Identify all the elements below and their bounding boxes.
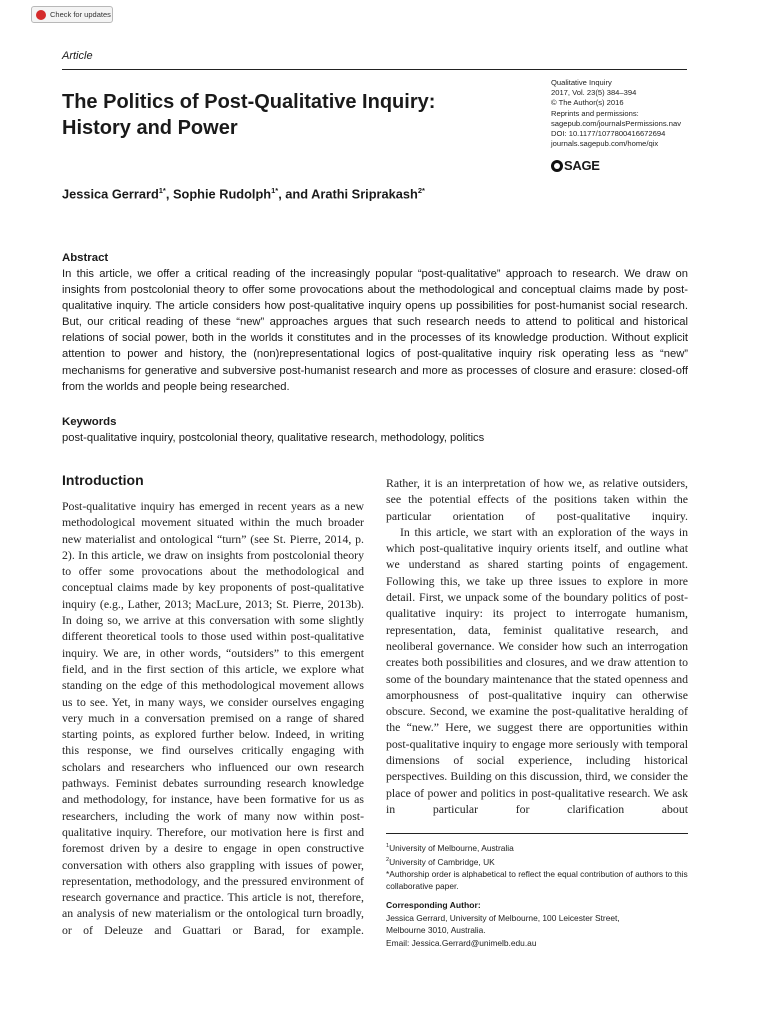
author-name: Jessica Gerrard	[62, 186, 159, 202]
footnote-text: University of Melbourne, Australia	[389, 842, 514, 853]
check-for-updates-button[interactable]	[31, 6, 113, 23]
body-paragraph: Rather, it is an interpretation of how we, as relative outsiders, see the potential effects of the positions taken within the particular orientation of post-qualitative inquiry.	[386, 476, 688, 523]
reprints-label: Reprints and permissions:	[551, 108, 639, 118]
author-name: Arathi Sriprakash	[311, 186, 418, 202]
body-paragraph: In this article, we start with an exploration of the ways in which post-qualitative inquiry orients itself, and outline what we understand as shared starting points of engagement. Following this, we take up three issues to explore in more detail. First, we unpack some of the boundary politics of post-qualitative inquiry: its project to interrogate humanism, representation, data, feminist qualitative research, and neoliberal governance. We consider how such an interrogation creates both possibilities and closures, and we draw attention to some of the boundary maintenance that the stated openness and amorphousness of post-qualitative inquiry can otherwise obscure. Second, we examine the post-qualitative heralding of the “new.” Here, we suggest there are opportunities within post-qualitative inquiry to engage more seriously with temporal dimensions of social experience, including historical perspectives. Building on this discussion, third, we consider the place of power and politics in post-qualitative research. We ask in particular for clarification about	[386, 524, 688, 816]
check-updates-icon	[36, 10, 46, 20]
permissions-link[interactable]: sagepub.com/journalsPermissions.nav	[551, 118, 682, 128]
corresponding-email-link[interactable]: Email: Jessica.Gerrard@unimelb.edu.au	[386, 937, 537, 948]
journal-home-link[interactable]: journals.sagepub.com/home/qix	[551, 139, 659, 149]
author-affiliation-marker: 1*	[158, 186, 166, 195]
keywords-text: post-qualitative inquiry, postcolonial theory, qualitative research, methodology, politics	[62, 432, 485, 444]
introduction-heading: Introduction	[62, 472, 144, 488]
footnote-divider	[386, 833, 688, 834]
author-affiliation-marker: 1*	[271, 186, 279, 195]
journal-name: Qualitative Inquiry	[551, 78, 612, 87]
authorship-footnote: *Authorship order is alphabetical to reflect the equal contribution of authors to this collaborative paper.	[386, 869, 688, 892]
article-type-label: Article	[62, 50, 93, 62]
paper-title: The Politics of Post-Qualitative Inquiry: History and Power	[62, 91, 436, 139]
journal-info	[551, 78, 701, 149]
corresponding-address: Melbourne 3010, Australia.	[386, 925, 486, 936]
footnotes	[386, 840, 688, 893]
corresponding-author-details	[386, 912, 688, 949]
author-separator: , and	[278, 186, 312, 202]
publisher-name: SAGE	[564, 158, 600, 173]
corresponding-author-heading: Corresponding Author:	[386, 900, 481, 910]
sage-icon	[551, 160, 563, 172]
author-name: Sophie Rudolph	[172, 186, 272, 202]
affiliation-footnote	[386, 840, 688, 854]
footnote-marker: 1	[386, 843, 390, 849]
publisher-logo	[551, 158, 600, 173]
doi-link[interactable]: DOI: 10.1177/1077800416672694	[551, 129, 666, 139]
footnote-marker: 2	[386, 857, 390, 864]
keywords-heading: Keywords	[62, 416, 117, 428]
copyright: © The Author(s) 2016	[551, 98, 624, 108]
journal-volume: 2017, Vol. 23(5) 384–394	[551, 88, 637, 98]
footnote-text: University of Cambridge, UK	[389, 856, 495, 867]
body-paragraph: Post-qualitative inquiry has emerged in recent years as a new methodological movement situated within the much broader new materialist and ontological “turn” (see St. Pierre, 2014, p. 2). In this article, we draw on insights from postcolonial theory to offer some provocations about the methodological and conceptual claims made by key proponents of post-qualitative inquiry (e.g., Lather, 2013; MacLure, 2013; St. Pierre, 2013b). In doing so, we arrive at this conversation with some slightly different theoretical tools to those used within post-qualitative inquiry. We are, in other words, “outsiders” to this emergent field, and in the first section of this article, we explore what standing on the edge of this methodological movement allows us to see. Yet, in many ways, we consider ourselves engaging very much in a conversation premised on a range of shared starting points, as explored further below. Indeed, in writing this response, we find ourselves critically engaging with scholars and researchers who influenced our own research pathways. Feminist debates surrounding research knowledge and methodology, for instance, have been formative for us as researchers, including the work of many now within post-qualitative inquiry. Therefore, our motivation here is first and foremost driven by a desire to engage in open constructive conversation with others also grappling with issues of power, representation, methodology, and the pressured environment of research governance and practice. This article is not, therefore, an analysis of new materialism or the ontological turn broadly, or of Deleuze and Guattari or Barad, for example.	[62, 499, 364, 937]
affiliation-footnote	[386, 854, 688, 868]
header-divider	[62, 69, 687, 70]
author-separator: ,	[165, 186, 173, 202]
corresponding-address: Jessica Gerrard, University of Melbourne, 100 Leicester Street,	[386, 913, 620, 923]
author-list	[62, 186, 425, 201]
introduction-right-column	[386, 475, 688, 817]
check-for-updates-label: Check for updates	[50, 10, 111, 19]
abstract-heading: Abstract	[62, 252, 109, 264]
author-affiliation-marker: 2*	[417, 186, 425, 195]
introduction-left-column	[62, 498, 364, 938]
abstract-text: In this article, we offer a critical reading of the increasingly popular “post-qualitative” approach to research. We draw on insights from postcolonial theory to offer some provocations about the methodological and conceptual claims made by post-qualitative inquiry. The article considers how post-qualitative inquiry opens up possibilities for post-humanist social research. But, our critical reading of these “new” approaches argues that such research needs to attend to political and historical relations of social power, both in the worlds it constitutes and in the processes of its knowledge production. Without explicit attention to power and history, the (non)representational logics of post-qualitative inquiry risk operating less as “new” mechanisms for generative and subversive post-humanist research and more as processes of closure and erasure: closed-off from the worlds and people being researched.	[62, 268, 688, 393]
